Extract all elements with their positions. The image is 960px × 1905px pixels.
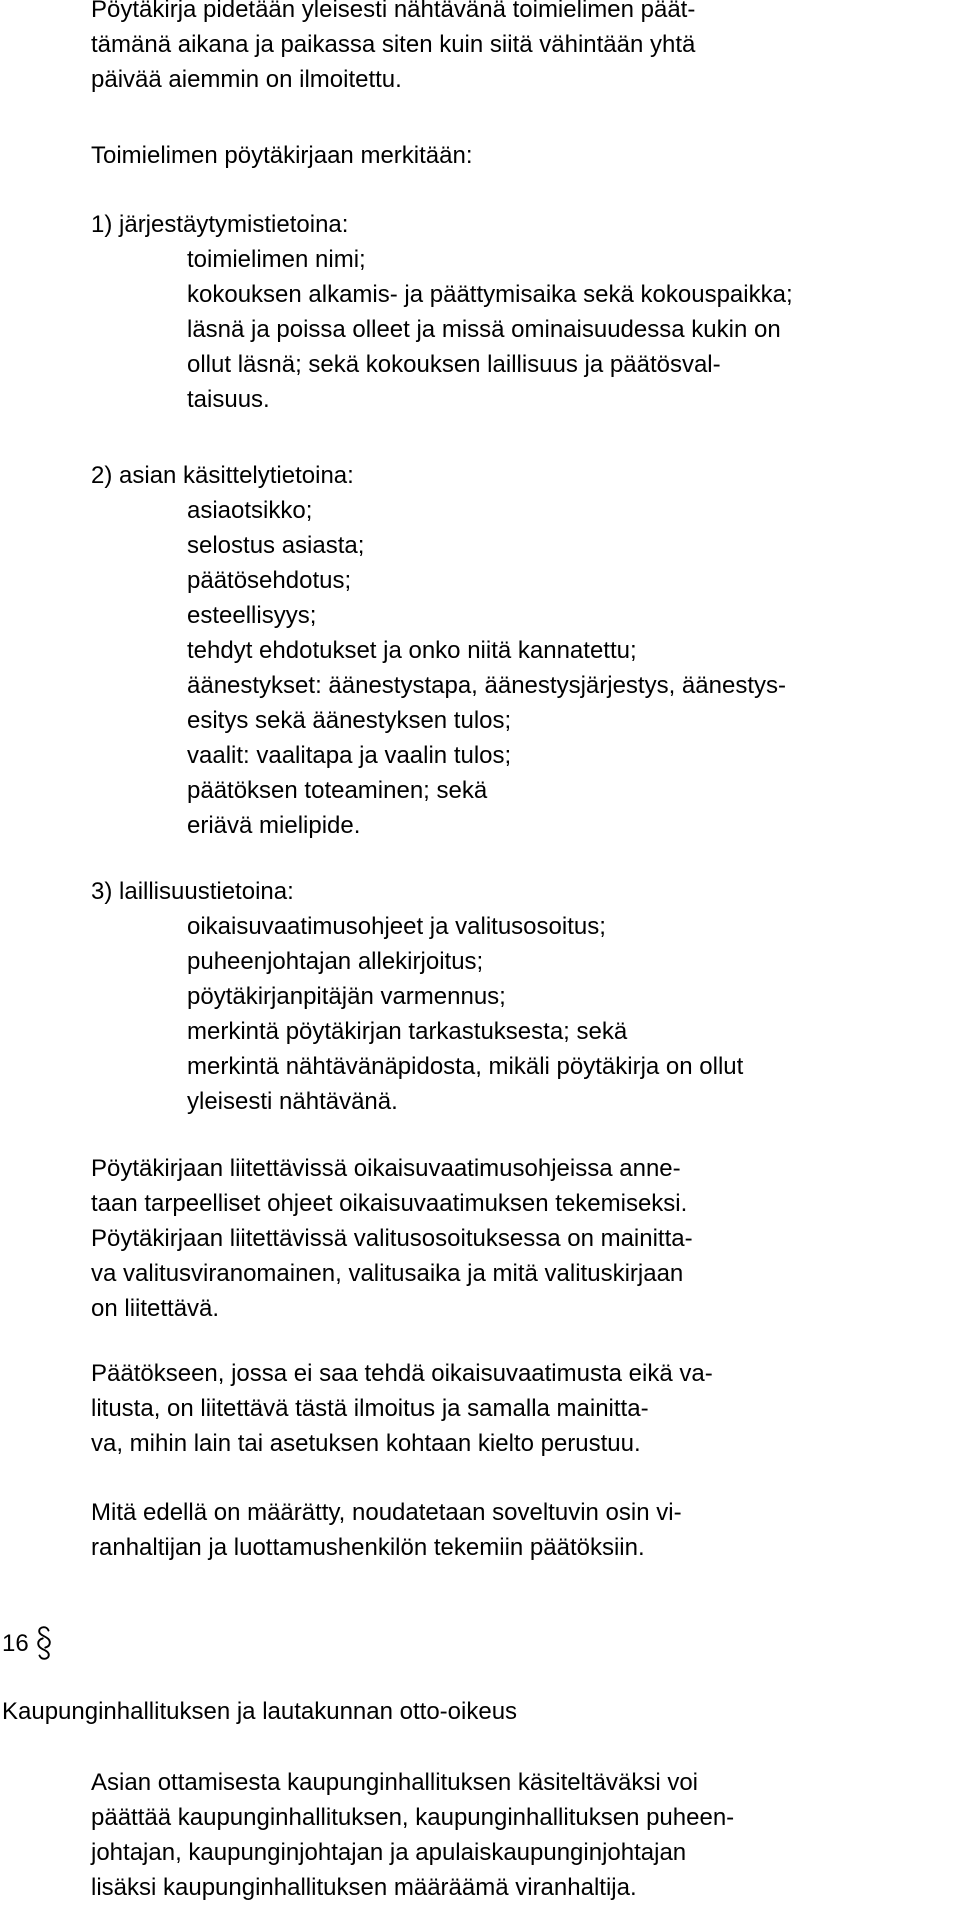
list-item: tehdyt ehdotukset ja onko niitä kannatettu; [187, 637, 637, 664]
list-item: yleisesti nähtävänä. [187, 1088, 398, 1115]
text-line: lisäksi kaupunginhallituksen määräämä viranhaltija. [91, 1874, 637, 1901]
text-line: Pöytäkirja pidetään yleisesti nähtävänä toimielimen päät- [91, 0, 696, 23]
text-line: litusta, on liitettävä tästä ilmoitus ja samalla mainitta- [91, 1395, 649, 1422]
paragraph-application [91, 1495, 951, 1565]
list-organization-info [91, 207, 951, 417]
list-item: oikaisuvaatimusohjeet ja valitusosoitus; [187, 913, 606, 940]
text-line: Mitä edellä on määrätty, noudatetaan soveltuvin osin vi- [91, 1499, 682, 1526]
list-item: esitys sekä äänestyksen tulos; [187, 707, 512, 734]
list-item: päätösehdotus; [187, 567, 352, 594]
list-heading: 2) asian käsittelytietoina: [91, 462, 354, 489]
text-line: johtajan, kaupunginjohtajan ja apulaiskaupunginjohtajan [91, 1839, 687, 1866]
paragraph-instructions [91, 1151, 951, 1326]
text-line: Pöytäkirjaan liitettävissä valitusosoituksessa on mainitta- [91, 1225, 693, 1252]
list-item: merkintä pöytäkirjan tarkastuksesta; sekä [187, 1018, 628, 1045]
list-item: selostus asiasta; [187, 532, 365, 559]
section-number [2, 1625, 53, 1661]
list-item: taisuus. [187, 386, 270, 413]
list-item: toimielimen nimi; [187, 246, 366, 273]
section-number-text: 16 [2, 1629, 29, 1657]
text-line: Asian ottamisesta kaupunginhallituksen käsiteltäväksi voi [91, 1769, 698, 1796]
list-item: puheenjohtajan allekirjoitus; [187, 948, 484, 975]
list-item: pöytäkirjanpitäjän varmennus; [187, 983, 506, 1010]
text-line: tämänä aikana ja paikassa siten kuin siitä vähintään yhtä [91, 31, 696, 58]
list-item: asiaotsikko; [187, 497, 313, 524]
text-line: Toimielimen pöytäkirjaan merkitään: [91, 142, 473, 169]
text-line: päättää kaupunginhallituksen, kaupunginhallituksen puheen- [91, 1804, 735, 1831]
list-item: äänestykset: äänestystapa, äänestysjärjestys, äänestys- [187, 672, 786, 699]
text-line: päivää aiemmin on ilmoitettu. [91, 66, 402, 93]
list-item: läsnä ja poissa olleet ja missä ominaisuudessa kukin on [187, 316, 781, 343]
section-title: Kaupunginhallituksen ja lautakunnan otto-oikeus [2, 1698, 518, 1725]
list-item: päätöksen toteaminen; sekä [187, 777, 488, 804]
text-line: taan tarpeelliset ohjeet oikaisuvaatimuksen tekemiseksi. [91, 1190, 688, 1217]
section-sign-icon [35, 1625, 53, 1661]
text-line: on liitettävä. [91, 1295, 220, 1322]
paragraph-publication [91, 0, 951, 97]
text-line: Pöytäkirjaan liitettävissä oikaisuvaatimusohjeissa anne- [91, 1155, 681, 1182]
text-line: va, mihin lain tai asetuksen kohtaan kielto perustuu. [91, 1430, 641, 1457]
list-processing-info [91, 458, 951, 843]
list-item: kokouksen alkamis- ja päättymisaika sekä kokouspaikka; [187, 281, 793, 308]
text-line: ranhaltijan ja luottamushenkilön tekemiin päätöksiin. [91, 1534, 645, 1561]
list-legality-info [91, 874, 951, 1119]
list-heading: 1) järjestäytymistietoina: [91, 211, 349, 238]
text-line: Päätökseen, jossa ei saa tehdä oikaisuvaatimusta eikä va- [91, 1360, 713, 1387]
list-item: esteellisyys; [187, 602, 317, 629]
list-item: eriävä mielipide. [187, 812, 361, 839]
section-body [91, 1765, 951, 1905]
paragraph-no-appeal [91, 1356, 951, 1461]
list-heading: 3) laillisuustietoina: [91, 878, 294, 905]
list-item: merkintä nähtävänäpidosta, mikäli pöytäkirja on ollut [187, 1053, 744, 1080]
text-line: va valitusviranomainen, valitusaika ja mitä valituskirjaan [91, 1260, 684, 1287]
list-item: ollut läsnä; sekä kokouksen laillisuus ja päätösval- [187, 351, 721, 378]
paragraph-intro [91, 138, 951, 173]
list-item: vaalit: vaalitapa ja vaalin tulos; [187, 742, 512, 769]
